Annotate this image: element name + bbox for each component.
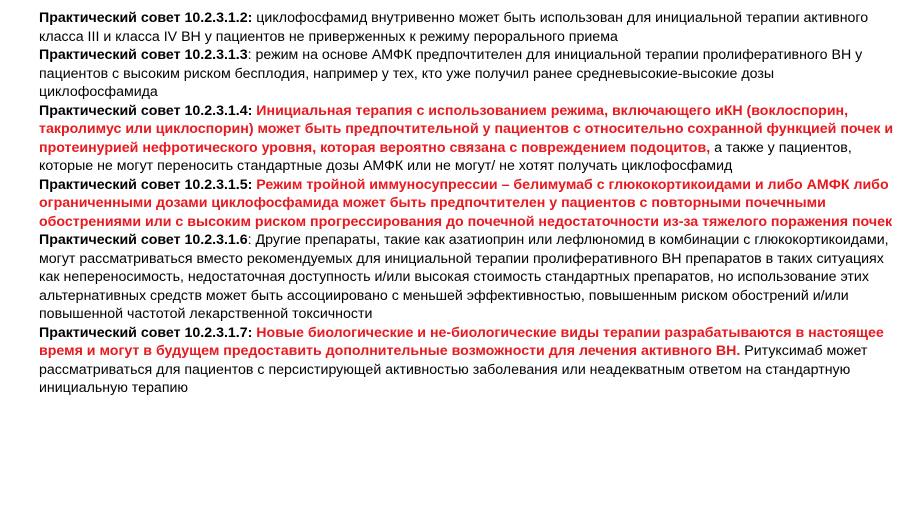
advice-label: Практический совет 10.2.3.1.6 — [39, 232, 248, 248]
advice-label: Практический совет 10.2.3.1.7: — [39, 324, 253, 341]
advice-10-2-3-1-5 — [39, 176, 896, 232]
advice-highlighted-text: Режим тройной иммуносупрессии – белимумаб с глюкокортикоидами и либо АМФК либо ограниченными дозами циклофосфамида может быть предпочтителен у пациентов с повторными почечными обострениями или с высоким риском прогрессирования до почечной недостаточности из-за тяжелого поражения почек — [39, 176, 893, 230]
advice-text: Ритуксимаб может рассматриваться для пациентов с персистирующей активностью заболевания или неадекватным ответом на стандартную инициальную терапию — [39, 343, 868, 396]
advice-text: : режим на основе АМФК предпочтителен для инициальной терапии пролиферативного ВН у пациентов с высоким риском бесплодия, например у тех, кто уже получил ранее средневысокие-высокие дозы циклофосфамида — [39, 47, 863, 100]
advice-10-2-3-1-2 — [39, 9, 896, 46]
advice-text: : Другие препараты, такие как азатиоприн или лефлюномид в комбинации с глюкокортикоидами, могут рассматриваться вместо рекомендуемых для инициальной терапии пролиферативного ВН препаратов в таких ситуациях как непереносимость, недостаточная доступность и/или высокая стоимость стандартных препаратов, но использование этих альтернативных средств может быть ассоциировано с меньшей эффективностью, повышенным риском обострений и/или повышенной частотой лекарственной токсичности — [39, 232, 889, 322]
advice-highlighted-text: Инициальная терапия с использованием режима, включающего иКН (воклоспорин, такролимус или циклоспорин) может быть предпочтительной у пациентов с относительно сохранной функцией почек и протеинурией нефротического уровня, которая вероятно связана с повреждением подоцитов, — [39, 102, 894, 156]
advice-10-2-3-1-6 — [39, 231, 896, 324]
advice-label: Практический совет 10.2.3.1.3 — [39, 47, 248, 63]
advice-text: циклофосфамид внутривенно может быть использован для инициальной терапии активного класса III и класса IV ВН у пациентов не приверженных к режиму перорального приема — [39, 10, 869, 45]
advice-text: а также у пациентов, которые не могут переносить стандартные дозы АМФК или не могут/ не хотят получать циклофосфамид — [39, 139, 852, 174]
advice-highlighted-text: Новые биологические и не-биологические виды терапии разрабатываются в настоящее время и могут в будущем предоставить дополнительные возможности для лечения активного ВН. — [39, 324, 884, 359]
advice-label: Практический совет 10.2.3.1.2: — [39, 10, 253, 26]
advice-label: Практический совет 10.2.3.1.5: — [39, 176, 253, 193]
advice-10-2-3-1-4 — [39, 102, 896, 176]
advice-10-2-3-1-3 — [39, 46, 896, 102]
advice-label: Практический совет 10.2.3.1.4: — [39, 102, 253, 119]
advice-10-2-3-1-7 — [39, 324, 896, 398]
